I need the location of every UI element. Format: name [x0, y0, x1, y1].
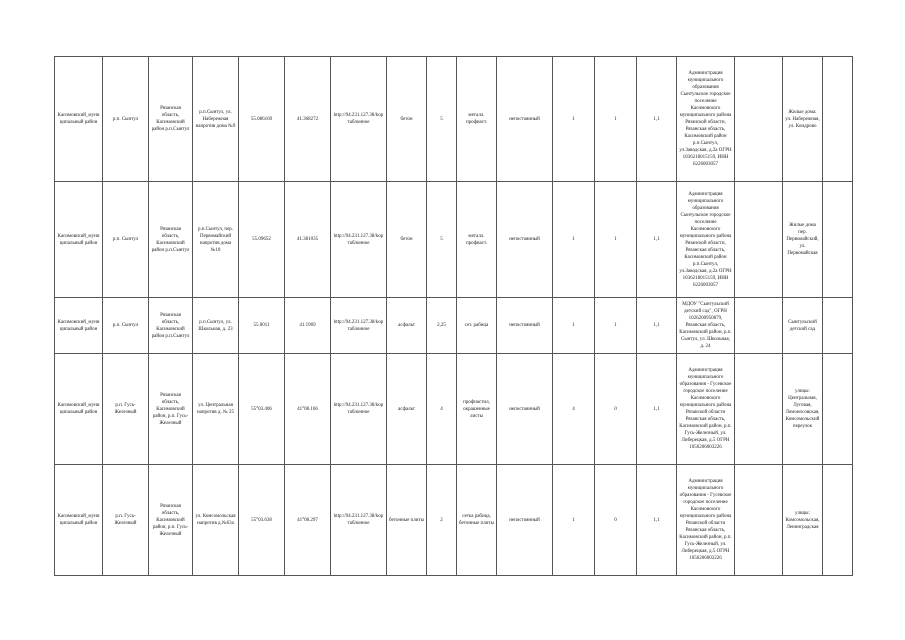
longitude-cell: 41.368272 [285, 57, 331, 182]
address-region-cell: Рязанская область, Касимовский район р.п.Сынтул [149, 298, 193, 354]
owner-cell: МДОУ "Сынтульский детский сад", ОГРН 1026200950879, Рязанская область, Касимовский район, р.п. Сынтул, ул. Школьная, д. 24 [677, 298, 735, 354]
latitude-cell: 55.086169 [239, 57, 285, 182]
empty-cell [735, 182, 783, 298]
owner-cell: Администрация муниципального образования - Гусевское городское поселение Касимовского муниципального района Рязанской области Рязанская область, Касимовский район, р.п. Гусь-Железный, ул. Либерецкая, д.5 ОГРН 1056206003226 [677, 354, 735, 465]
longitude-cell: 41°08.166 [285, 354, 331, 465]
volume-cell: 1,1 [637, 57, 677, 182]
district-cell: Касимовский_муни ципальный район [55, 298, 103, 354]
empty-cell [823, 465, 853, 576]
count-b-cell: 0 [595, 465, 637, 576]
link-cell: http://94.231.127.38/kop таблонное [331, 465, 387, 576]
fence-cell: металл. профнаст. [457, 57, 497, 182]
count-a-cell: 1 [553, 298, 595, 354]
district-cell: Касимовский_муни ципальный район [55, 182, 103, 298]
count-a-cell: 1 [553, 182, 595, 298]
empty-cell [823, 57, 853, 182]
empty-cell [823, 354, 853, 465]
street-cell: р.п.Сынтул, ул. Набережная напротив дома №9 [193, 57, 239, 182]
type-cell: непостоянный [497, 57, 553, 182]
settlement-cell: р.п. Сынтул [103, 57, 149, 182]
table-row [55, 354, 853, 465]
volume-cell: 1,1 [637, 182, 677, 298]
surface-cell: асфальт [387, 298, 427, 354]
longitude-cell: 41.1969 [285, 298, 331, 354]
surface-cell: бетон [387, 57, 427, 182]
table-row [55, 465, 853, 576]
address-region-cell: Рязанская область, Касимовский район р.п.Сынтул [149, 57, 193, 182]
fence-cell: сетка рабица, бетонные плиты [457, 465, 497, 576]
address-region-cell: Рязанская область, Касимовский район, р.п. Гусь-Железный [149, 354, 193, 465]
link-cell: http://94.231.127.38/kop таблонное [331, 57, 387, 182]
surface-cell: бетонные плиты [387, 465, 427, 576]
link-cell: http://94.231.127.38/kop таблонное [331, 298, 387, 354]
district-cell: Касимовский_муни ципальный район [55, 57, 103, 182]
settlement-cell: р.п. Гусь-Железный [103, 465, 149, 576]
settlement-cell: р.п. Сынтул [103, 298, 149, 354]
latitude-cell: 55.0011 [239, 298, 285, 354]
address-region-cell: Рязанская область, Касимовский район р.п.Сынтул [149, 182, 193, 298]
type-cell: непостоянный [497, 298, 553, 354]
empty-cell [823, 298, 853, 354]
latitude-cell: 55.09652 [239, 182, 285, 298]
owner-cell: Администрация муниципального образования Сынтульское городское поселение Касимовского муниципального района Рязанской области, Рязанская область, Касимовский район р.п.Сынтул, ул.Заводская, д.2а ОГРН 1036218015159, ИНН 6226003057 [677, 182, 735, 298]
street-cell: р.п.Сынтул, пер. Первомайский напротив дома №10 [193, 182, 239, 298]
link-cell: http://94.231.127.38/kop таблонное [331, 182, 387, 298]
surface-cell: асфальт [387, 354, 427, 465]
sources-cell: Сынтульский детский сад [783, 298, 823, 354]
fence-cell: сет. рабица [457, 298, 497, 354]
sources-cell: Жилые дома: ул. Набережная, ул. Кондрово [783, 57, 823, 182]
table-row [55, 298, 853, 354]
latitude-cell: 55°03.638 [239, 465, 285, 576]
count-b-cell: 1 [595, 182, 637, 298]
fence-cell: профнастил, окрашенные листы [457, 354, 497, 465]
longitude-cell: 41°08.297 [285, 465, 331, 576]
count-b-cell: 0 [595, 354, 637, 465]
empty-cell [735, 57, 783, 182]
settlement-cell: р.п. Гусь-Железный [103, 354, 149, 465]
count-a-cell: 1 [553, 465, 595, 576]
type-cell: непостоянный [497, 182, 553, 298]
street-cell: ул. Комсомольская напротив д.№63а [193, 465, 239, 576]
district-cell: Касимовский_муни ципальный район [55, 465, 103, 576]
sources-cell: Жилые дома пер. Первомайский, ул. Первомайская [783, 182, 823, 298]
volume-cell: 1,1 [637, 298, 677, 354]
empty-cell [823, 182, 853, 298]
surface-cell: бетон [387, 182, 427, 298]
area-cell: 2,25 [427, 298, 457, 354]
area-cell: 2 [427, 465, 457, 576]
volume-cell: 1,1 [637, 465, 677, 576]
table-row [55, 182, 853, 298]
longitude-cell: 41.381035 [285, 182, 331, 298]
fence-cell: металл. профнаст. [457, 182, 497, 298]
link-cell: http://94.231.127.38/kop таблонное [331, 354, 387, 465]
table-row [55, 57, 853, 182]
empty-cell [735, 465, 783, 576]
count-b-cell: 1 [595, 298, 637, 354]
street-cell: ул. Центральная напротив д. № 25 [193, 354, 239, 465]
area-cell: 5 [427, 182, 457, 298]
street-cell: р.п.Сынтул, ул. Школьная, д. 23 [193, 298, 239, 354]
empty-cell [735, 354, 783, 465]
count-a-cell: 1 [553, 57, 595, 182]
type-cell: непостоянный [497, 465, 553, 576]
address-region-cell: Рязанская область, Касимовский район, р.п. Гусь-Железный [149, 465, 193, 576]
sources-cell: улицы: Комсомольская, Ленинградская [783, 465, 823, 576]
area-cell: 4 [427, 354, 457, 465]
count-a-cell: 4 [553, 354, 595, 465]
owner-cell: Администрация муниципального образования - Гусевское городское поселение Касимовского муниципального района Рязанской области Рязанская область, Касимовский район, р.п. Гусь-Железный, ул. Либерецкая, д.5 ОГРН 1056206003226 [677, 465, 735, 576]
area-cell: 5 [427, 57, 457, 182]
settlement-cell: р.п. Сынтул [103, 182, 149, 298]
waste-sites-table [54, 56, 853, 576]
sources-cell: улицы: Центральная, Луговая, Ломоносовская, Комсомольский переулок [783, 354, 823, 465]
empty-cell [735, 298, 783, 354]
type-cell: непостоянный [497, 354, 553, 465]
district-cell: Касимовский_муни ципальный район [55, 354, 103, 465]
volume-cell: 1,1 [637, 354, 677, 465]
count-b-cell: 1 [595, 57, 637, 182]
owner-cell: Администрация муниципального образования Сынтульское городское поселение Касимовского муниципального района Рязанской области, Рязанская область, Касимовский район р.п.Сынтул, ул.Заводская, д.2а ОГРН 1036218015159, ИНН 6226003057 [677, 57, 735, 182]
latitude-cell: 55°03.406 [239, 354, 285, 465]
